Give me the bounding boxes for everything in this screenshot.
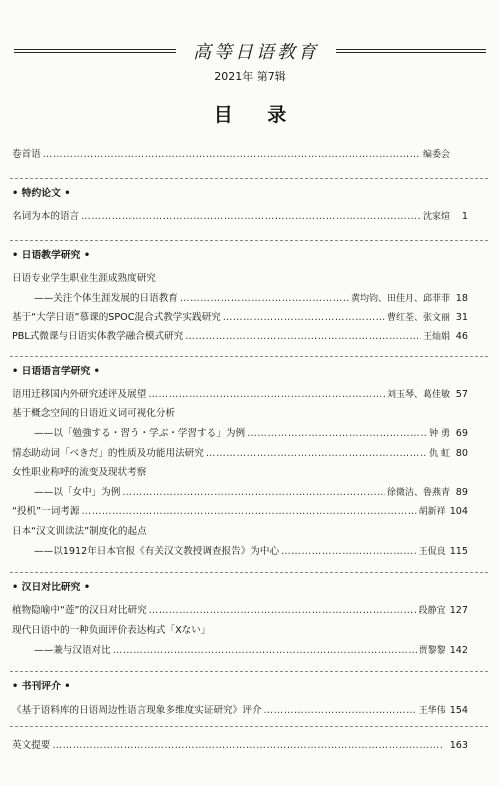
toc-entry <box>12 622 468 636</box>
entry-author: 王灿娟 <box>422 332 450 342</box>
entry-page: 104 <box>449 506 468 517</box>
section-heading: • 日语教学研究 • <box>12 250 91 261</box>
leader-dots <box>206 448 427 459</box>
toc-entry <box>12 405 468 419</box>
entry-page: 142 <box>449 645 468 656</box>
toc-entry <box>12 602 468 616</box>
toc-entry <box>12 309 468 323</box>
section-divider <box>10 572 488 573</box>
entry-author: 仇 虹 <box>429 449 450 459</box>
entry-author: 王侃良 <box>418 547 446 557</box>
entry-author: 刘玉琴、葛佳敏 <box>386 390 450 400</box>
entry-page: 69 <box>455 428 468 439</box>
section-divider <box>10 178 488 179</box>
toc-entry <box>34 425 468 439</box>
leader-dots <box>263 705 416 716</box>
entry-author: 贾黎黎 <box>418 646 446 656</box>
toc-entry <box>12 445 468 459</box>
section-heading: • 汉日对比研究 • <box>12 582 91 593</box>
section-divider <box>10 240 488 241</box>
entry-subtitle: ——以「勉強する・習う・学ぶ・学習する」为例 <box>34 428 246 439</box>
issue-label: 2021年 第7辑 <box>214 70 286 83</box>
entry-page: 154 <box>449 705 468 716</box>
entry-title: 植物隐喻中“莲”的汉日对比研究 <box>12 605 147 616</box>
entry-subtitle: ——关注个体生涯发展的日语教育 <box>34 293 178 304</box>
leader-dots <box>52 740 443 751</box>
toc-entry <box>34 642 468 656</box>
entry-page: 163 <box>449 740 468 751</box>
entry-title: 情态助动词「べきだ」的性质及功能用法研究 <box>12 448 204 459</box>
leader-dots <box>149 605 417 616</box>
leader-dots <box>122 487 385 498</box>
toc-entry <box>12 270 468 284</box>
leader-dots <box>180 293 349 304</box>
entry-page: 127 <box>449 605 468 616</box>
toc-entry <box>12 464 468 478</box>
entry-author: 编委会 <box>422 150 450 160</box>
entry-title: PBL式微课与日语实体教学融合模式研究 <box>12 331 184 342</box>
toc-entry <box>12 328 468 342</box>
toc-entry <box>12 702 468 716</box>
entry-subtitle: ——以「女中」为例 <box>34 487 121 498</box>
entry-author: 沈家煊 <box>422 212 450 222</box>
entry-title: 女性职业称呼的流变及现状考察 <box>12 467 147 478</box>
leader-dots <box>81 211 421 222</box>
entry-page: 115 <box>449 546 468 557</box>
entry-title: 基于概念空间的日语近义词可视化分析 <box>12 408 176 419</box>
toc-entry <box>12 386 468 400</box>
preface-entry <box>12 146 468 160</box>
leader-dots <box>223 312 385 323</box>
entry-page: 80 <box>455 448 468 459</box>
section-heading: • 书刊评介 • <box>12 681 71 692</box>
leader-dots <box>43 149 421 160</box>
toc-entry <box>34 484 468 498</box>
section-heading: • 日语语言学研究 • <box>12 366 100 377</box>
entry-title: 日语专业学生职业生涯成熟度研究 <box>12 273 156 284</box>
masthead-rule-left <box>14 49 176 53</box>
toc-title: 目 录 <box>213 104 301 126</box>
entry-author: 段静宜 <box>418 606 446 616</box>
entry-title: 卷首语 <box>12 149 41 160</box>
section-divider <box>10 356 488 357</box>
section-heading: • 特约论文 • <box>12 188 71 199</box>
entry-title: 英文提要 <box>12 740 51 751</box>
toc-entry <box>12 523 468 537</box>
entry-author: 胡新祥 <box>418 507 446 517</box>
leader-dots <box>82 506 417 517</box>
entry-page: 31 <box>455 312 468 323</box>
entry-subtitle: ——以1912年日本官报《有关汉文教授调查报告》为中心 <box>34 546 280 557</box>
entry-page: 1 <box>461 211 468 222</box>
toc-entry <box>34 290 468 304</box>
entry-title: 日本“汉文训读法”制度化的起点 <box>12 526 147 537</box>
entry-title: 现代日语中的一种负面评价表达构式「Xない」 <box>12 625 211 636</box>
entry-title: 《基于语料库的日语周边性语言现象多维度实证研究》评介 <box>12 705 262 716</box>
journal-title: 高等日语教育 <box>193 42 319 63</box>
leader-dots <box>281 546 417 557</box>
entry-subtitle: ——兼与汉语对比 <box>34 645 111 656</box>
entry-title: 语用迁移国内外研究述评及展望 <box>12 389 147 400</box>
toc-entry <box>34 543 468 557</box>
entry-page: 57 <box>455 389 468 400</box>
entry-title: 名词为本的语言 <box>12 211 80 222</box>
entry-page: 18 <box>455 293 468 304</box>
entry-page: 46 <box>455 331 468 342</box>
section-divider <box>10 726 488 727</box>
entry-author: 黄均钧、田佳月、邱菲菲 <box>350 294 450 304</box>
entry-author: 王华伟 <box>418 706 446 716</box>
entry-author: 徐微洁、鲁燕青 <box>386 488 450 498</box>
entry-page: 89 <box>455 487 468 498</box>
masthead <box>0 38 500 64</box>
leader-dots <box>185 331 421 342</box>
leader-dots <box>113 645 417 656</box>
leader-dots <box>148 389 385 400</box>
entry-title: 基于“大学日语”慕课的SPOC混合式教学实践研究 <box>12 312 221 323</box>
abstracts-entry <box>12 737 468 751</box>
entry-author: 曹红荃、张文丽 <box>386 313 450 323</box>
entry-title: “投机”一词考源 <box>12 506 80 517</box>
entry-author: 钟 勇 <box>429 429 450 439</box>
toc-entry <box>12 503 468 517</box>
toc-entry <box>12 208 468 222</box>
masthead-rule-right <box>336 49 486 53</box>
section-divider <box>10 671 488 672</box>
leader-dots <box>247 428 427 439</box>
